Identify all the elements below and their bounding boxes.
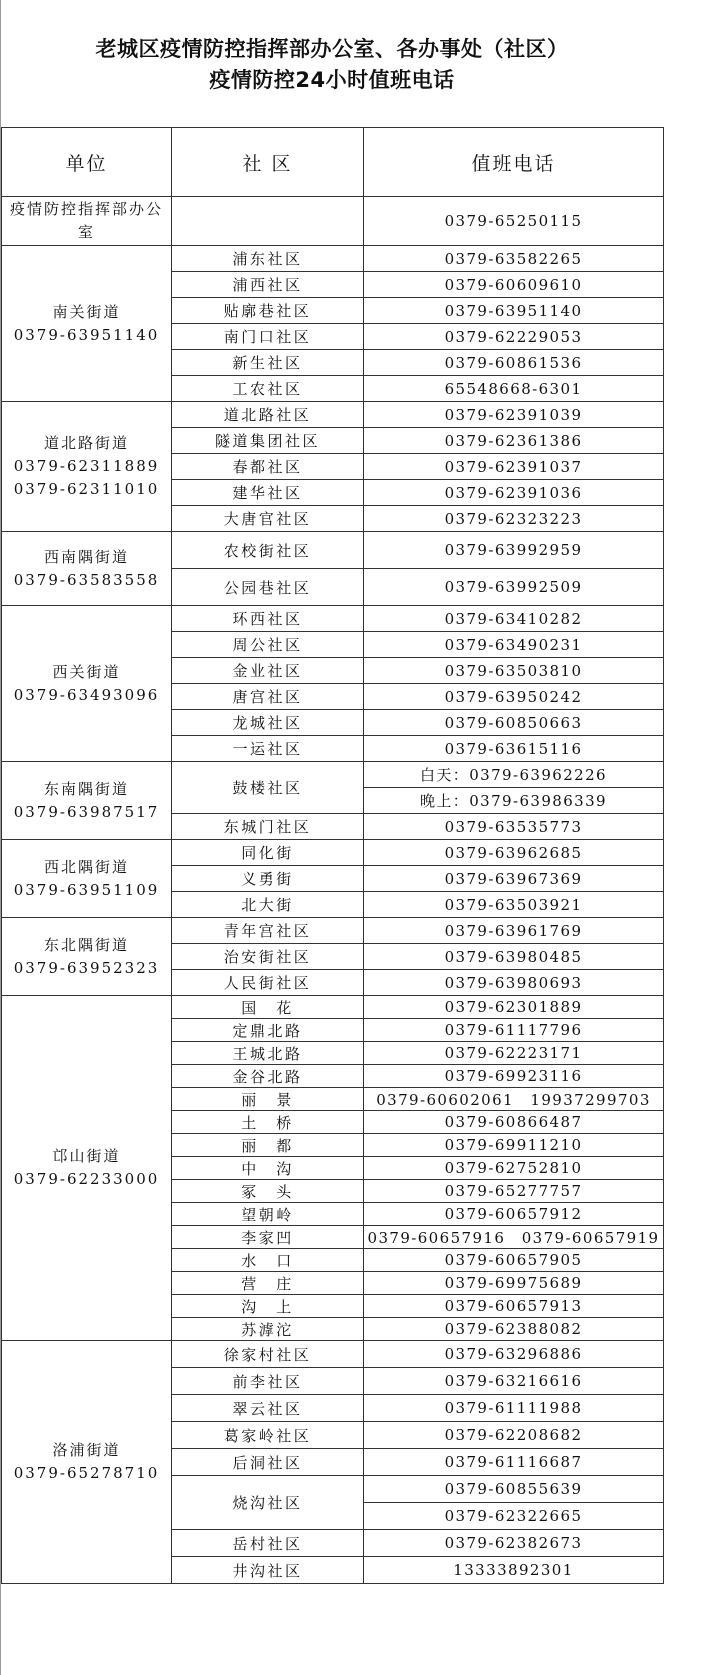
subdistrict-cell	[2, 532, 172, 606]
table-row	[2, 918, 664, 944]
phone-cell: 0379-62391039	[364, 402, 664, 428]
phone-cell: 0379-69975689	[364, 1272, 664, 1295]
community-cell: 治安街社区	[172, 944, 364, 970]
subdistrict-phone: 0379-63952323	[13, 958, 160, 977]
header-phone: 值班电话	[364, 128, 664, 197]
community-cell: 道北路社区	[172, 402, 364, 428]
community-cell: 李家凹	[172, 1226, 364, 1249]
community-cell: 后洞社区	[172, 1449, 364, 1476]
subdistrict-name: 西南隅街道	[43, 547, 129, 566]
phone-cell: 0379-60657916 0379-60657919	[364, 1226, 664, 1249]
phone-cell: 0379-63503810	[364, 658, 664, 684]
subdistrict-name: 南关街道	[52, 302, 121, 321]
subdistrict-cell	[2, 402, 172, 532]
phone-cell: 0379-61117796	[364, 1019, 664, 1042]
community-cell: 同化街	[172, 840, 364, 866]
subdistrict-phone: 0379-62311889	[13, 457, 160, 475]
subdistrict-name: 洛浦街道	[52, 1441, 121, 1459]
phone-cell: 13333892301	[364, 1557, 664, 1584]
community-cell: 义勇街	[172, 866, 364, 892]
community-cell: 新生社区	[172, 350, 364, 376]
phone-cell: 0379-60657912	[364, 1203, 664, 1226]
subdistrict-cell	[2, 1341, 172, 1584]
phone-cell: 65548668-6301	[364, 376, 664, 402]
header-row	[2, 128, 664, 197]
phone-cell: 0379-60855639	[364, 1476, 664, 1503]
community-cell: 井沟社区	[172, 1557, 364, 1584]
header-unit: 单位	[2, 128, 172, 197]
subdistrict-name: 西北隅街道	[43, 857, 129, 876]
community-cell: 葛家岭社区	[172, 1422, 364, 1449]
community-cell: 望朝岭	[172, 1203, 364, 1226]
community-cell: 鼓楼社区	[172, 762, 364, 814]
phone-cell: 0379-60657905	[364, 1249, 664, 1272]
phone-cell: 0379-60602061 19937299703	[364, 1088, 664, 1111]
community-cell: 水 口	[172, 1249, 364, 1272]
community-cell: 东城门社区	[172, 814, 364, 840]
hq-phone-cell: 0379-65250115	[364, 197, 664, 246]
phone-cell: 0379-63980693	[364, 970, 664, 996]
community-cell: 公园巷社区	[172, 569, 364, 606]
subdistrict-cell	[2, 246, 172, 402]
community-cell: 岳村社区	[172, 1530, 364, 1557]
community-cell: 隧道集团社区	[172, 428, 364, 454]
community-cell: 工农社区	[172, 376, 364, 402]
phone-cell: 0379-62388082	[364, 1318, 664, 1341]
phone-cell: 0379-62229053	[364, 324, 664, 350]
phone-cell: 0379-62382673	[364, 1530, 664, 1557]
community-cell: 苏滹沱	[172, 1318, 364, 1341]
subdistrict-phone: 0379-62311010	[13, 480, 160, 498]
phone-cell: 0379-62391036	[364, 480, 664, 506]
phone-cell: 0379-60657913	[364, 1295, 664, 1318]
subdistrict-phone: 0379-63987517	[13, 802, 160, 821]
community-cell: 南门口社区	[172, 324, 364, 350]
table-row	[2, 402, 664, 428]
phone-cell: 0379-63950242	[364, 684, 664, 710]
community-cell: 定鼎北路	[172, 1019, 364, 1042]
phone-cell: 0379-69911210	[364, 1134, 664, 1157]
subdistrict-phone: 0379-62233000	[13, 1170, 160, 1188]
community-cell: 翠云社区	[172, 1395, 364, 1422]
hq-unit-cell: 疫情防控指挥部办公室	[2, 197, 172, 246]
community-cell: 人民街社区	[172, 970, 364, 996]
subdistrict-cell	[2, 762, 172, 840]
community-cell: 金业社区	[172, 658, 364, 684]
community-cell: 建华社区	[172, 480, 364, 506]
table-row	[2, 606, 664, 632]
phone-cell: 0379-63490231	[364, 632, 664, 658]
community-cell: 中 沟	[172, 1157, 364, 1180]
phone-cell: 0379-62752810	[364, 1157, 664, 1180]
table-row	[2, 762, 664, 788]
phone-cell: 0379-60850663	[364, 710, 664, 736]
community-cell: 环西社区	[172, 606, 364, 632]
phone-cell: 0379-63962685	[364, 840, 664, 866]
phone-cell: 0379-63980485	[364, 944, 664, 970]
community-cell: 大唐官社区	[172, 506, 364, 532]
phone-cell: 0379-62208682	[364, 1422, 664, 1449]
community-cell: 青年宫社区	[172, 918, 364, 944]
phone-cell: 0379-63967369	[364, 866, 664, 892]
phone-cell: 0379-63992509	[364, 569, 664, 606]
subdistrict-phone: 0379-63583558	[13, 570, 160, 589]
community-cell: 金谷北路	[172, 1065, 364, 1088]
table-row	[2, 996, 664, 1019]
community-cell: 春都社区	[172, 454, 364, 480]
phone-cell: 0379-63951140	[364, 298, 664, 324]
community-cell: 浦东社区	[172, 246, 364, 272]
phone-cell: 0379-63296886	[364, 1341, 664, 1368]
community-cell: 丽 都	[172, 1134, 364, 1157]
community-cell: 龙城社区	[172, 710, 364, 736]
community-cell: 徐家村社区	[172, 1341, 364, 1368]
phone-cell: 0379-63410282	[364, 606, 664, 632]
phone-cell: 0379-61116687	[364, 1449, 664, 1476]
phone-cell: 0379-62301889	[364, 996, 664, 1019]
subdistrict-name: 东南隅街道	[43, 779, 129, 798]
subdistrict-phone: 0379-65278710	[13, 1464, 160, 1482]
header-community: 社 区	[172, 128, 364, 197]
phone-cell: 0379-69923116	[364, 1065, 664, 1088]
community-cell: 唐宫社区	[172, 684, 364, 710]
subdistrict-cell	[2, 840, 172, 918]
subdistrict-phone: 0379-63493096	[13, 685, 160, 704]
phone-cell: 晚上：0379-63986339	[364, 788, 664, 814]
community-cell: 冢 头	[172, 1180, 364, 1203]
table-row	[2, 246, 664, 272]
duty-phone-table	[1, 127, 664, 1584]
phone-cell: 0379-62391037	[364, 454, 664, 480]
community-cell: 丽 景	[172, 1088, 364, 1111]
community-cell: 土 桥	[172, 1111, 364, 1134]
hq-community-cell	[172, 197, 364, 246]
community-cell: 国 花	[172, 996, 364, 1019]
subdistrict-phone: 0379-63951109	[13, 880, 160, 899]
community-cell: 烧沟社区	[172, 1476, 364, 1530]
phone-cell: 0379-63535773	[364, 814, 664, 840]
table-body	[2, 128, 664, 1584]
subdistrict-name: 西关街道	[52, 662, 121, 681]
phone-cell: 0379-61111988	[364, 1395, 664, 1422]
phone-cell: 0379-62361386	[364, 428, 664, 454]
title-line-1: 老城区疫情防控指挥部办公室、各办事处（社区）	[95, 37, 569, 61]
phone-cell: 0379-63615116	[364, 736, 664, 762]
subdistrict-phone: 0379-63951140	[13, 325, 160, 344]
phone-cell: 0379-60866487	[364, 1111, 664, 1134]
subdistrict-name: 东北隅街道	[43, 935, 129, 954]
community-cell: 一运社区	[172, 736, 364, 762]
phone-cell: 白天：0379-63962226	[364, 762, 664, 788]
phone-cell: 0379-62323223	[364, 506, 664, 532]
phone-cell: 0379-65277757	[364, 1180, 664, 1203]
subdistrict-cell	[2, 606, 172, 762]
phone-cell: 0379-63503921	[364, 892, 664, 918]
phone-cell: 0379-63582265	[364, 246, 664, 272]
community-cell: 北大街	[172, 892, 364, 918]
community-cell: 农校街社区	[172, 532, 364, 569]
phone-cell: 0379-60861536	[364, 350, 664, 376]
community-cell: 前李社区	[172, 1368, 364, 1395]
subdistrict-name: 邙山街道	[52, 1147, 121, 1165]
title-line-2: 疫情防控24小时值班电话	[209, 68, 455, 92]
table-row	[2, 1341, 664, 1368]
page-title	[1, 34, 663, 96]
community-cell: 王城北路	[172, 1042, 364, 1065]
community-cell: 贴廓巷社区	[172, 298, 364, 324]
phone-cell: 0379-63961769	[364, 918, 664, 944]
table-row	[2, 532, 664, 569]
phone-cell: 0379-60609610	[364, 272, 664, 298]
phone-cell: 0379-62322665	[364, 1503, 664, 1530]
subdistrict-cell	[2, 918, 172, 996]
phone-cell: 0379-63216616	[364, 1368, 664, 1395]
community-cell: 周公社区	[172, 632, 364, 658]
community-cell: 浦西社区	[172, 272, 364, 298]
subdistrict-name: 道北路街道	[43, 434, 129, 452]
phone-cell: 0379-63992959	[364, 532, 664, 569]
phone-cell: 0379-62223171	[364, 1042, 664, 1065]
community-cell: 沟 上	[172, 1295, 364, 1318]
community-cell: 营 庄	[172, 1272, 364, 1295]
hq-row	[2, 197, 664, 246]
table-row	[2, 840, 664, 866]
subdistrict-cell	[2, 996, 172, 1341]
